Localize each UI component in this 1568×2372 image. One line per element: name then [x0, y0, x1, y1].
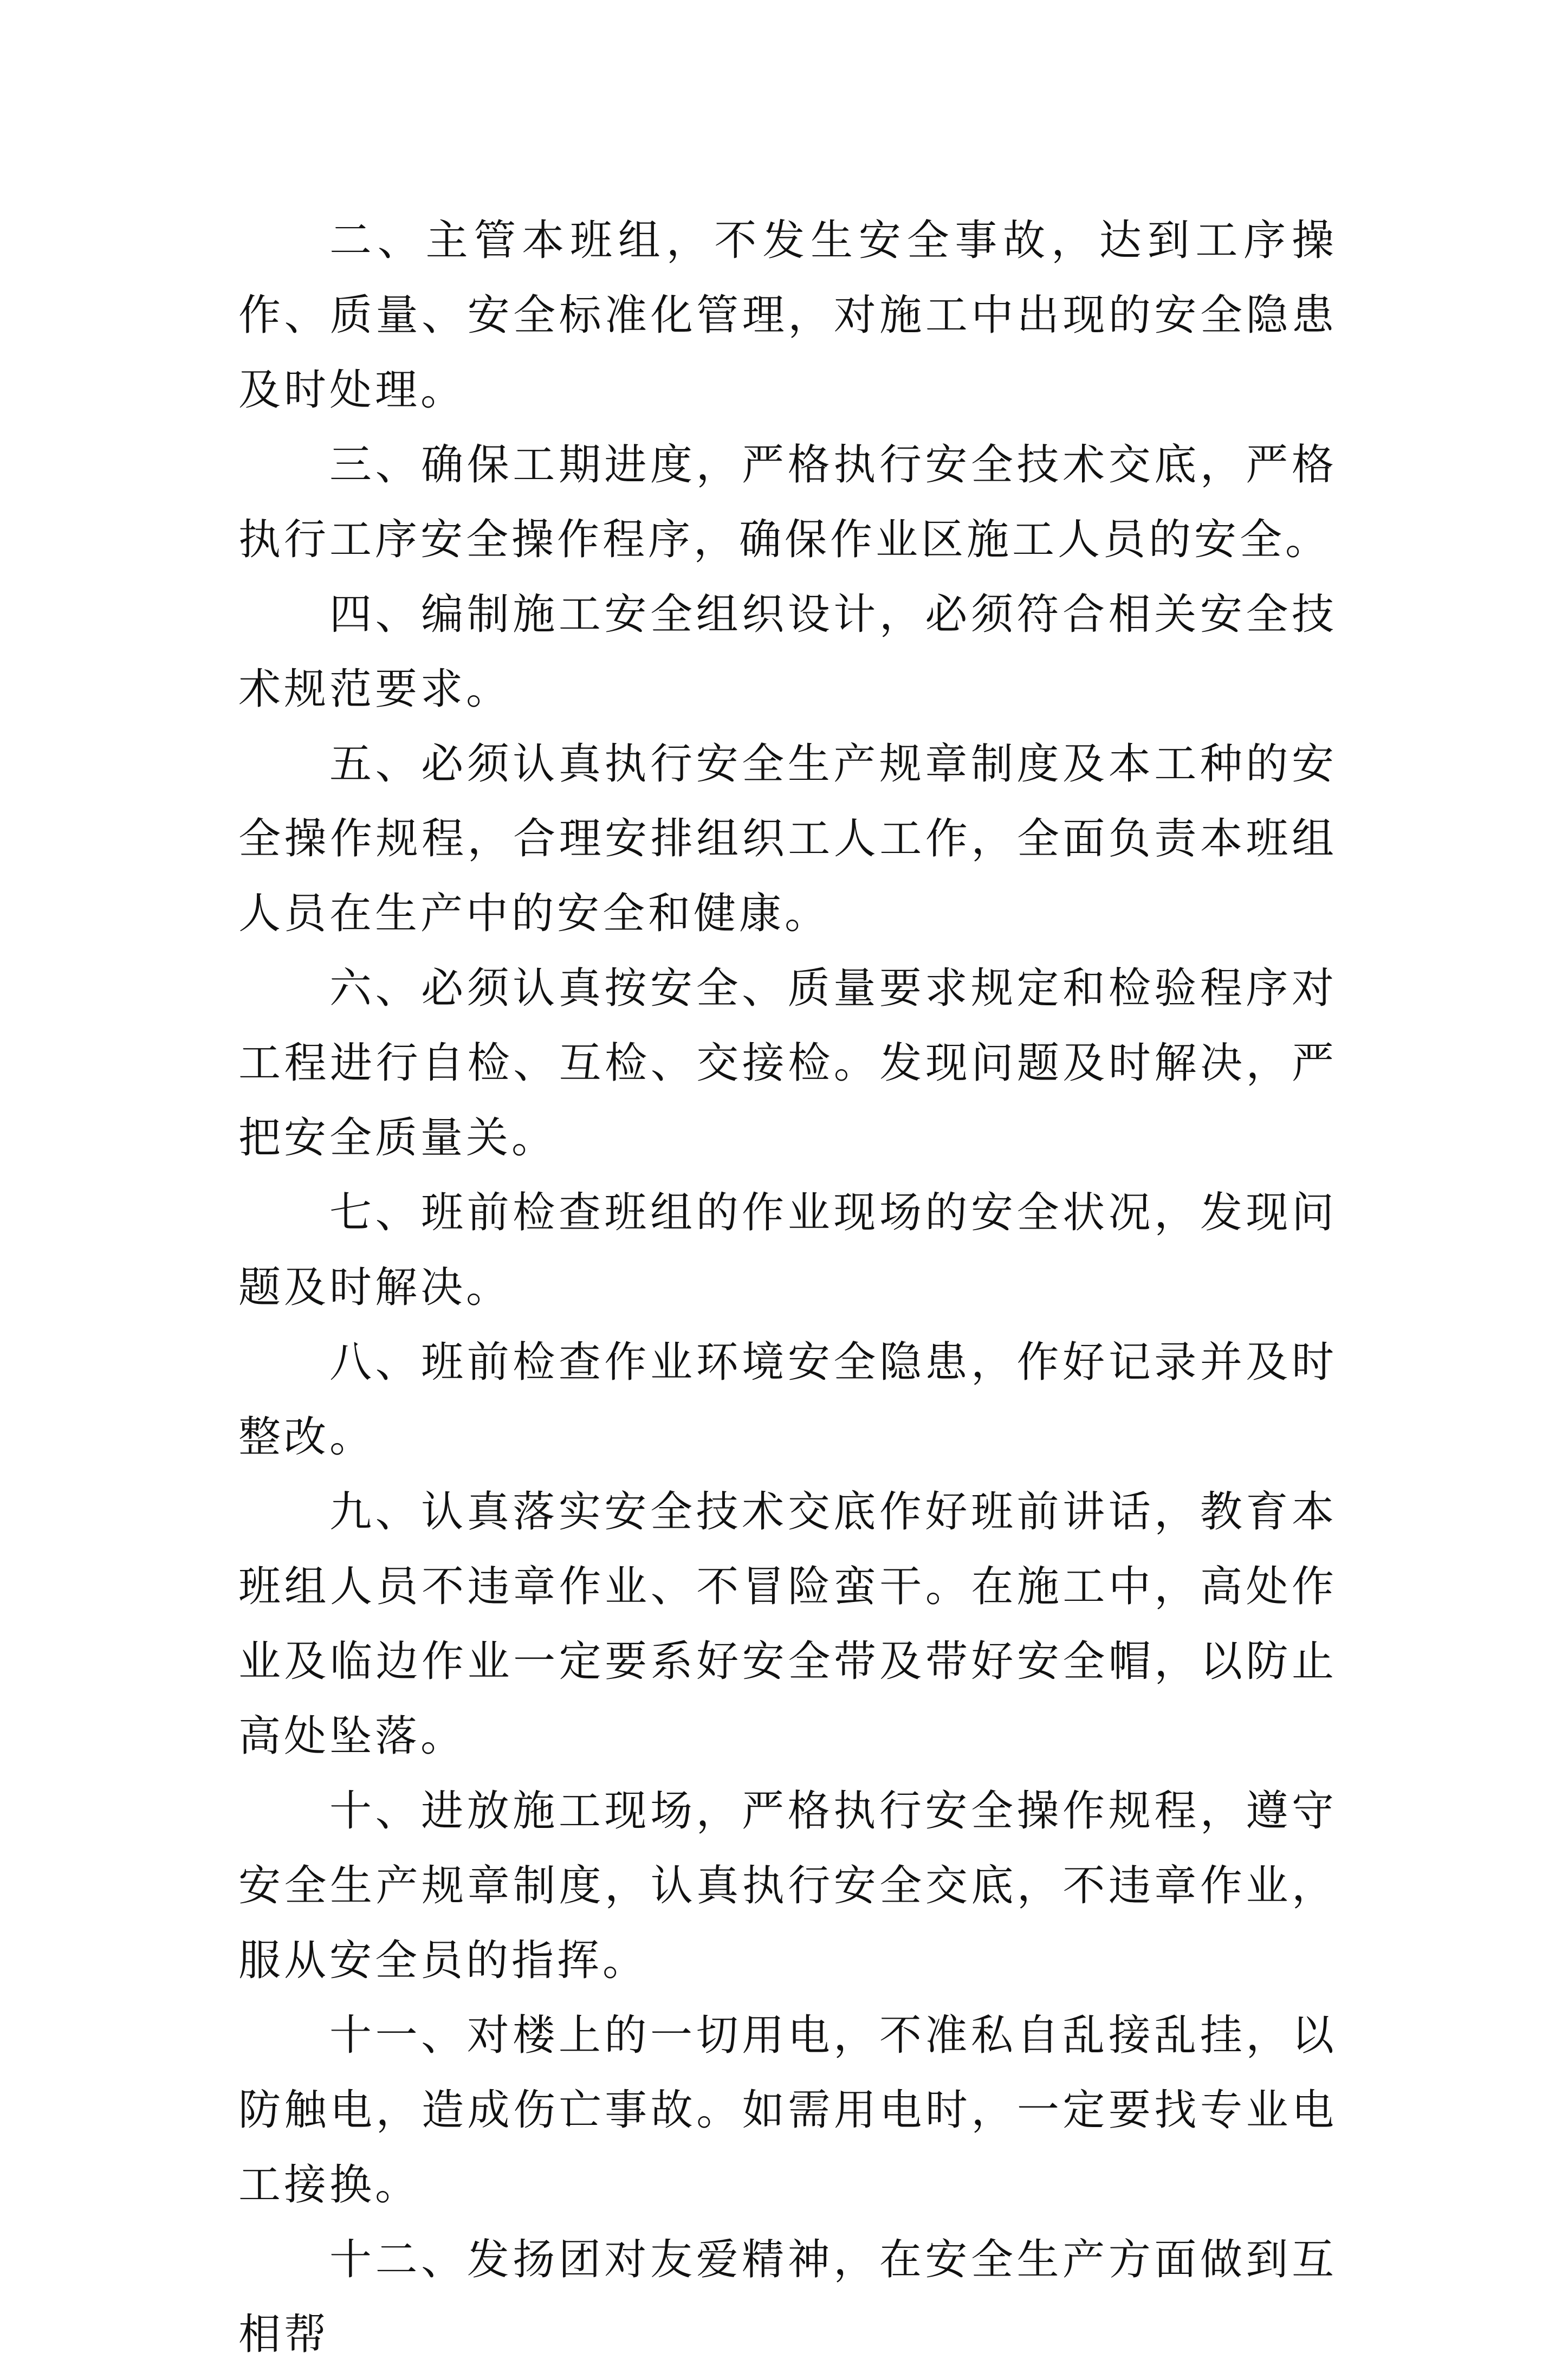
- paragraph-10: 十、进放施工现场，严格执行安全操作规程，遵守安全生产规章制度，认真执行安全交底，不违章作业，服从安全员的指挥。: [238, 1787, 1337, 1985]
- paragraph-4: 四、编制施工安全组织设计，必须符合相关安全技术规范要求。: [238, 590, 1337, 714]
- document-body: [238, 203, 1337, 2372]
- paragraph-3: 三、确保工期进度，严格执行安全技术交底，严格执行工序安全操作程序，确保作业区施工人员的安全。: [238, 441, 1337, 564]
- paragraph-2: 二、主管本班组，不发生安全事故，达到工序操作、质量、安全标准化管理，对施工中出现的安全隐患及时处理。: [238, 216, 1337, 415]
- paragraph-8: 八、班前检查作业环境安全隐患，作好记录并及时整改。: [238, 1338, 1337, 1462]
- paragraph-9: 九、认真落实安全技术交底作好班前讲话，教育本班组人员不违章作业、不冒险蛮干。在施工中，高处作业及临边作业一定要系好安全带及带好安全帽，以防止高处坠落。: [238, 1488, 1337, 1761]
- paragraph-5: 五、必须认真执行安全生产规章制度及本工种的安全操作规程，合理安排组织工人工作，全面负责本班组人员在生产中的安全和健康。: [238, 740, 1337, 938]
- paragraph-12: 十二、发扬团对友爱精神，在安全生产方面做到互相帮: [238, 2235, 1337, 2359]
- paragraph-6: 六、必须认真按安全、质量要求规定和检验程序对工程进行自检、互检、交接检。发现问题及时解决，严把安全质量关。: [238, 964, 1337, 1162]
- paragraph-11: 十一、对楼上的一切用电，不准私自乱接乱挂，以防触电，造成伤亡事故。如需用电时，一定要找专业电工接换。: [238, 2011, 1337, 2209]
- paragraph-7: 七、班前检查班组的作业现场的安全状况，发现问题及时解决。: [238, 1188, 1337, 1312]
